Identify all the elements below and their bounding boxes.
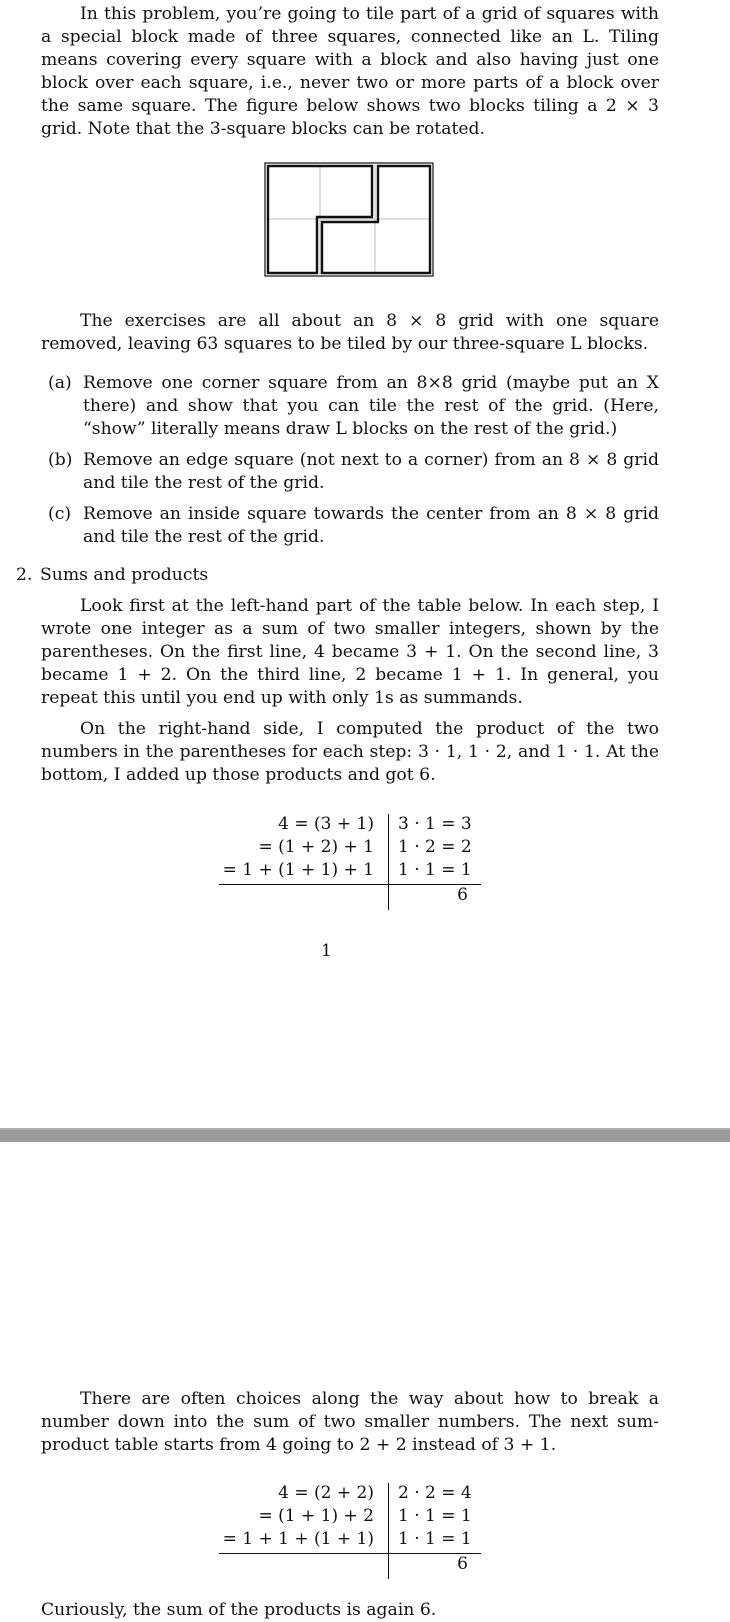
exercise-label: (b): [48, 450, 73, 470]
exercise-label: (c): [48, 504, 72, 524]
table-row: [219, 860, 481, 883]
sum-expression: 4 = (2 + 2): [278, 1483, 374, 1503]
product-expression: 1 · 1 = 1: [398, 860, 472, 880]
table-total-row: [219, 885, 481, 908]
sum-expression: 4 = (3 + 1): [278, 814, 374, 834]
table-row: [219, 1483, 481, 1506]
product-expression: 3 · 1 = 3: [398, 814, 472, 834]
table-total-row: [219, 1554, 481, 1577]
section-number: 2.: [16, 565, 33, 585]
product-expression: 2 · 2 = 4: [398, 1483, 472, 1503]
page-2: [0, 1142, 730, 1620]
exercise-text: Remove one corner square from an 8×8 grid (maybe put an X there) and show that you can tile the rest of the grid. (Here, “show” literally means draw L blocks on the rest of the grid.): [83, 373, 659, 439]
exercises-intro: The exercises are all about an 8 × 8 grid with one square removed, leaving 63 squares to be tiled by our three-square L blocks.: [41, 311, 659, 354]
sum-expression: = (1 + 1) + 2: [258, 1506, 374, 1526]
table-row: [219, 837, 481, 860]
exercise-label: (a): [48, 373, 72, 393]
sum-product-table-1: [219, 814, 481, 910]
table-row: [219, 814, 481, 837]
products-paragraph: On the right-hand side, I computed the product of the two numbers in the parentheses for each step: 3 · 1, 1 · 2, and 1 · 1. At the bottom, I added up those products and got 6.: [41, 719, 659, 785]
sum-expression: = 1 + 1 + (1 + 1): [222, 1529, 374, 1549]
product-expression: 1 · 1 = 1: [398, 1506, 472, 1526]
table-row: [219, 1529, 481, 1552]
exercise-c: [48, 503, 659, 549]
product-expression: 1 · 2 = 2: [398, 837, 472, 857]
sum-expression: = 1 + (1 + 1) + 1: [222, 860, 374, 880]
products-total: 6: [457, 1554, 468, 1574]
l-tiling-figure: [264, 162, 434, 277]
sum-expression: = (1 + 2) + 1: [258, 837, 374, 857]
exercise-text: Remove an inside square towards the center from an 8 × 8 grid and tile the rest of the grid.: [83, 504, 659, 547]
intro-paragraph: In this problem, you’re going to tile part of a grid of squares with a special block made of three squares, connected like an L. Tiling means covering every square with a block and also having just one block over each square, i.e., never two or more parts of a block over the same square. The figure below shows two blocks tiling a 2 × 3 grid. Note that the 3-square blocks can be rotated.: [41, 4, 659, 139]
sums-paragraph: Look first at the left-hand part of the table below. In each step, I wrote one integer as a sum of two smaller integers, shown by the parentheses. On the first line, 4 became 3 + 1. On the second line, 3 became 1 + 2. On the third line, 2 became 1 + 1. In general, you repeat this until you end up with only 1s as summands.: [41, 596, 659, 708]
sum-product-table-2: [219, 1483, 481, 1579]
exercise-text: Remove an edge square (not next to a corner) from an 8 × 8 grid and tile the rest of the grid.: [83, 450, 659, 493]
choices-paragraph: There are often choices along the way about how to break a number down into the sum of two smaller numbers. The next sum-product table starts from 4 going to 2 + 2 instead of 3 + 1.: [41, 1389, 659, 1455]
cut-off-text-line: Curiously, the sum of the products is again 6.: [41, 1600, 437, 1620]
exercise-a: [48, 372, 659, 441]
exercise-b: [48, 449, 659, 495]
page-separator: [0, 1128, 730, 1142]
grid-lines: [267, 165, 431, 274]
page-number: 1: [321, 941, 332, 961]
section-heading: [16, 564, 208, 587]
table-row: [219, 1506, 481, 1529]
product-expression: 1 · 1 = 1: [398, 1529, 472, 1549]
section-title: Sums and products: [40, 565, 209, 585]
products-total: 6: [457, 885, 468, 905]
